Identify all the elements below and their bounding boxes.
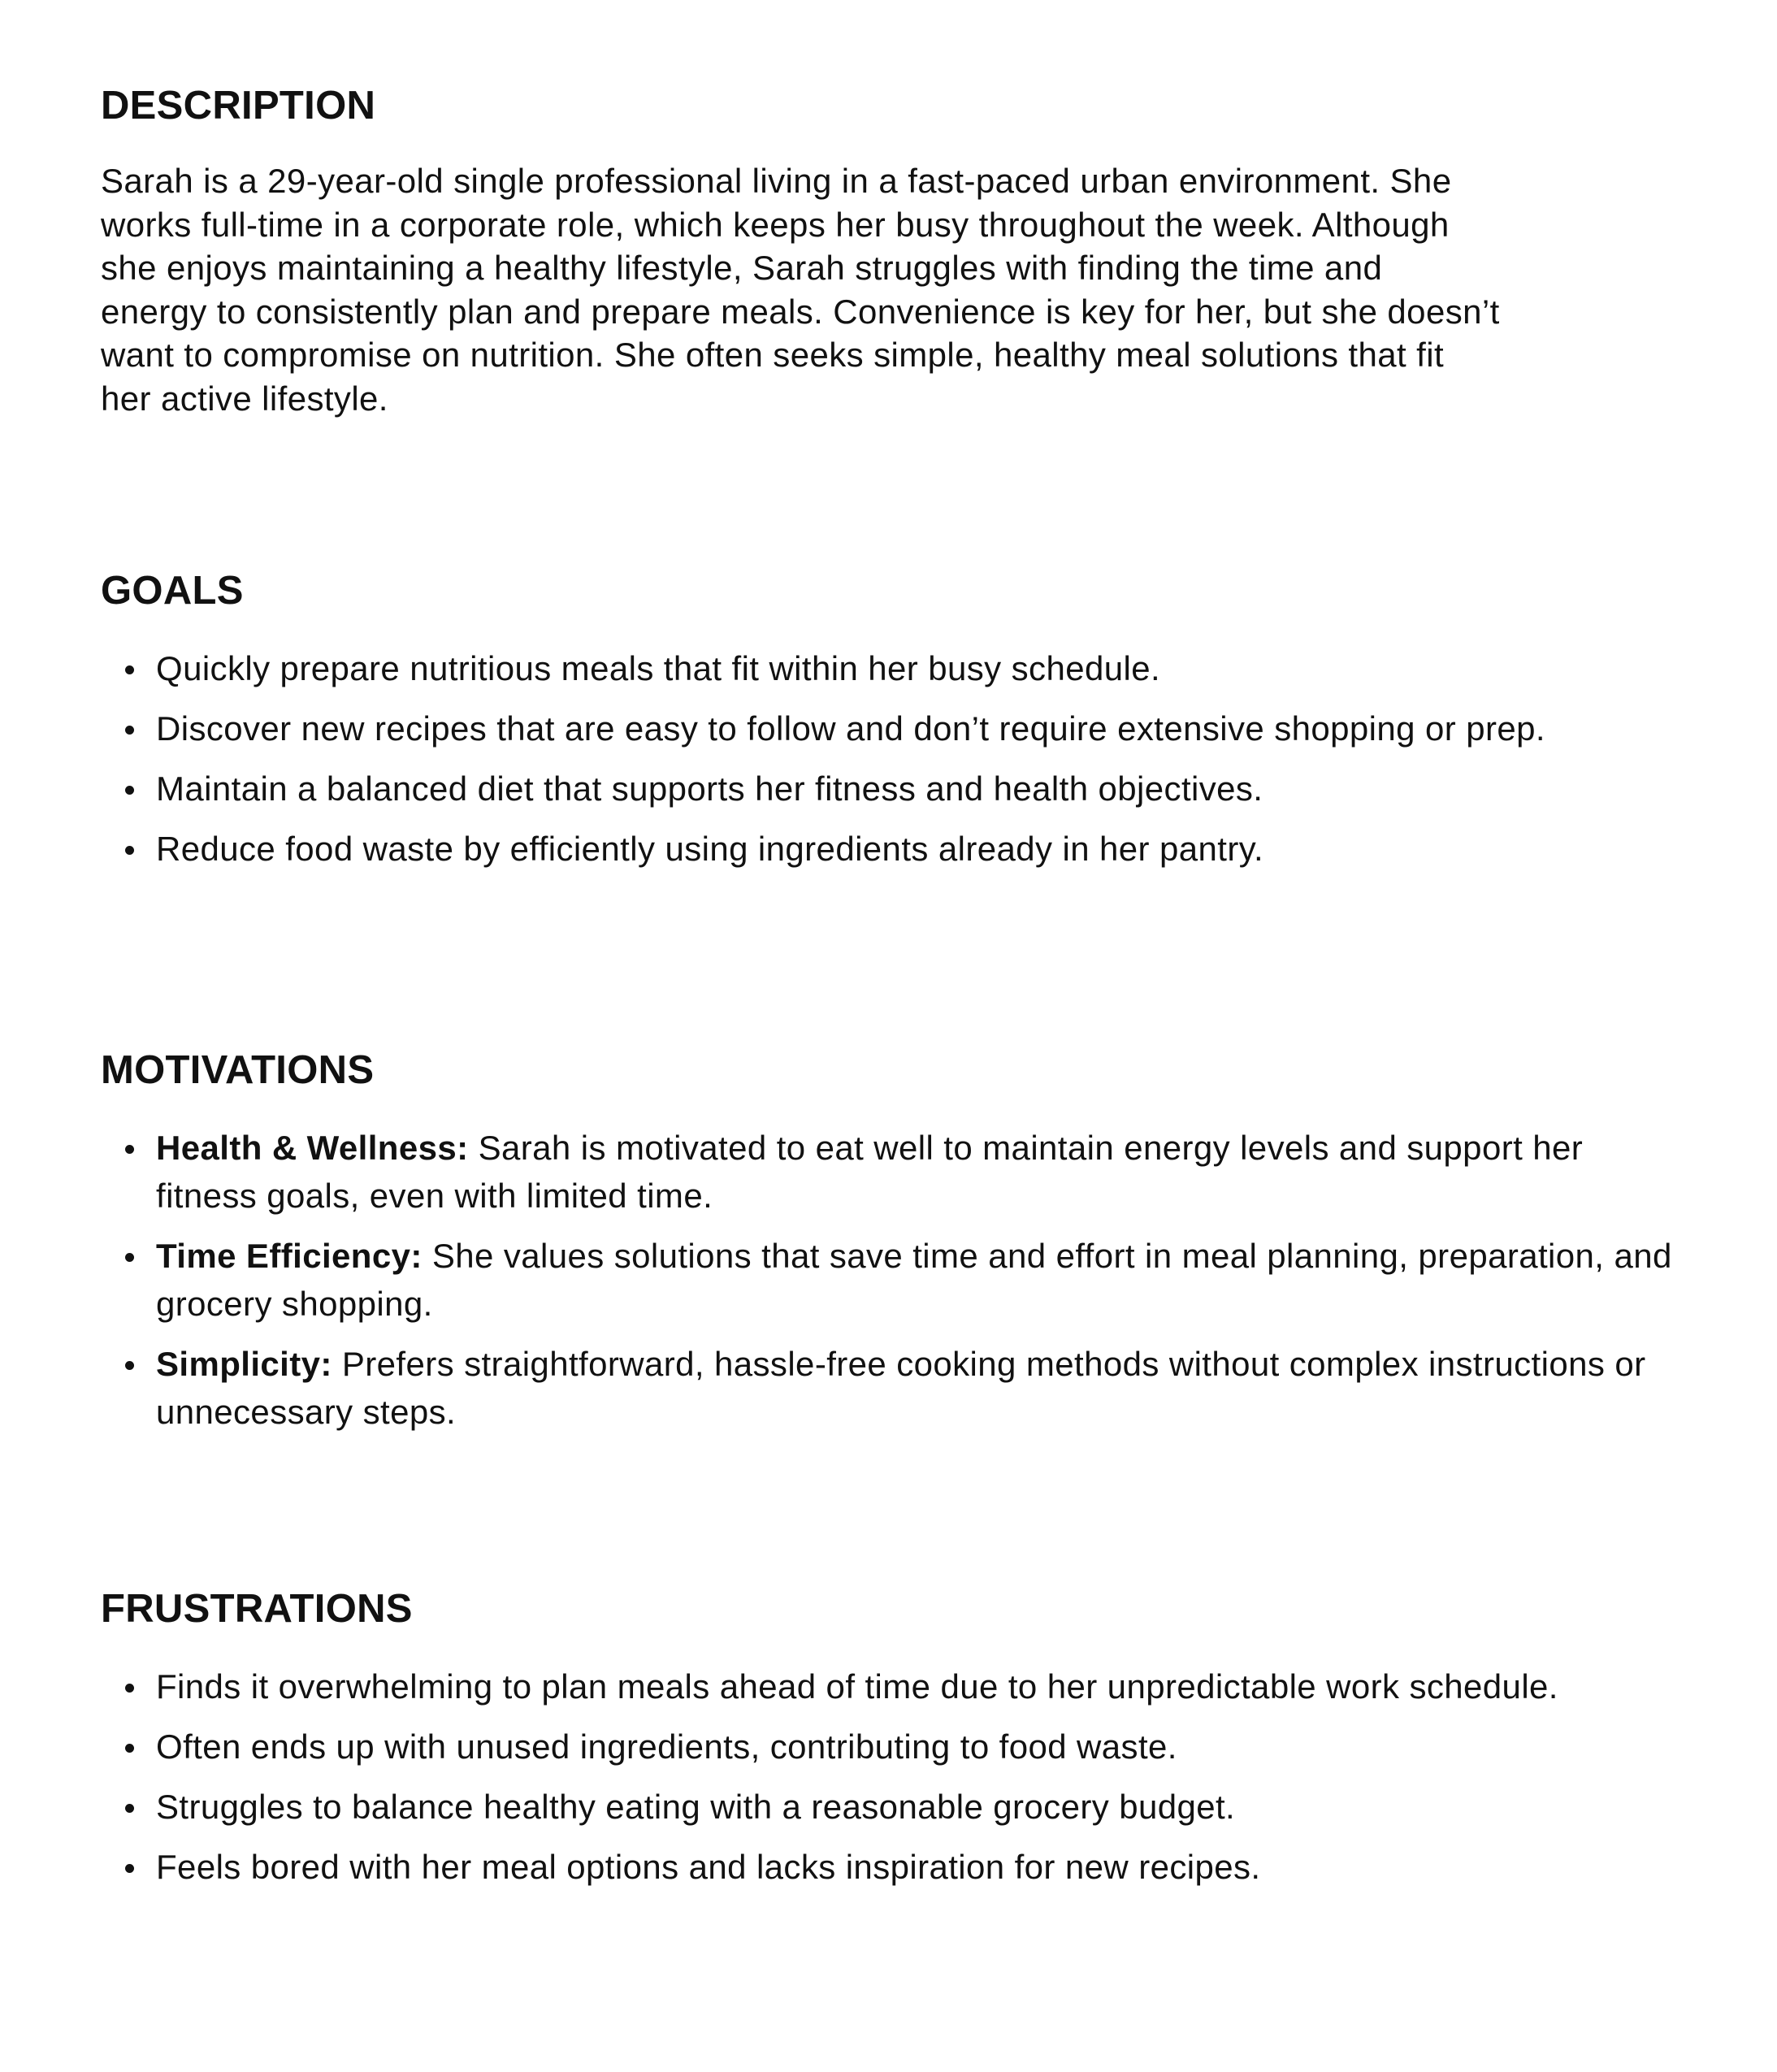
- bullet-icon: [125, 1864, 134, 1873]
- item-label: Health & Wellness:: [156, 1129, 469, 1167]
- bullet-icon: [125, 786, 134, 795]
- list-item: [101, 825, 1693, 873]
- list-item: [101, 704, 1693, 752]
- description-line: want to compromise on nutrition. She often seeks simple, healthy meal solutions that fit: [101, 336, 1445, 374]
- list-item: [101, 765, 1693, 813]
- description-line: her active lifestyle.: [101, 379, 388, 418]
- motivations-section: [101, 1046, 1693, 1448]
- description-section: [101, 81, 1693, 420]
- bullet-icon: [125, 1744, 134, 1753]
- list-item: [101, 1843, 1693, 1891]
- frustrations-heading: FRUSTRATIONS: [101, 1587, 413, 1631]
- bullet-icon: [125, 1361, 134, 1370]
- description-text: [101, 159, 1693, 420]
- motivations-heading: MOTIVATIONS: [101, 1048, 375, 1092]
- list-item: [101, 1723, 1693, 1771]
- bullet-icon: [125, 1684, 134, 1693]
- motivations-list: [101, 1124, 1693, 1436]
- item-text: Quickly prepare nutritious meals that fit within her busy schedule.: [156, 649, 1161, 687]
- description-line: works full-time in a corporate role, which keeps her busy throughout the week. Although: [101, 205, 1450, 244]
- description-line: Sarah is a 29-year-old single professional living in a fast-paced urban environment. She: [101, 162, 1452, 200]
- goals-list: [101, 644, 1693, 873]
- description-line: she enjoys maintaining a healthy lifestyle, Sarah struggles with finding the time and: [101, 249, 1383, 287]
- item-label: Time Efficiency:: [156, 1237, 423, 1275]
- description-line: energy to consistently plan and prepare meals. Convenience is key for her, but she doesn’t: [101, 292, 1500, 331]
- list-item: [101, 1662, 1693, 1710]
- list-item: [101, 1340, 1693, 1436]
- frustrations-section: [101, 1584, 1693, 1903]
- list-item: [101, 644, 1693, 692]
- item-text: Discover new recipes that are easy to follow and don’t require extensive shopping or prep.: [156, 709, 1545, 748]
- item-label: Simplicity:: [156, 1345, 332, 1383]
- goals-heading: GOALS: [101, 569, 244, 613]
- list-item: [101, 1232, 1693, 1328]
- item-text: She values solutions that save time and effort in meal planning, preparation, and grocery shopping.: [156, 1237, 1672, 1323]
- description-heading: DESCRIPTION: [101, 84, 376, 128]
- bullet-icon: [125, 1145, 134, 1154]
- list-item: [101, 1124, 1693, 1220]
- bullet-icon: [125, 846, 134, 855]
- bullet-icon: [125, 665, 134, 674]
- list-item: [101, 1783, 1693, 1831]
- item-text: Often ends up with unused ingredients, contributing to food waste.: [156, 1727, 1177, 1766]
- bullet-icon: [125, 726, 134, 735]
- item-text: Struggles to balance healthy eating with a reasonable grocery budget.: [156, 1788, 1236, 1826]
- bullet-icon: [125, 1253, 134, 1262]
- item-text: Reduce food waste by efficiently using ingredients already in her pantry.: [156, 830, 1264, 868]
- bullet-icon: [125, 1804, 134, 1813]
- item-text: Prefers straightforward, hassle-free cooking methods without complex instructions or unnecessary steps.: [156, 1345, 1646, 1431]
- frustrations-list: [101, 1662, 1693, 1891]
- item-text: Maintain a balanced diet that supports her fitness and health objectives.: [156, 769, 1263, 808]
- goals-section: [101, 566, 1693, 885]
- item-text: Feels bored with her meal options and lacks inspiration for new recipes.: [156, 1848, 1261, 1886]
- item-text: Finds it overwhelming to plan meals ahead of time due to her unpredictable work schedule.: [156, 1667, 1558, 1706]
- item-text: Sarah is motivated to eat well to maintain energy levels and support her fitness goals, even with limited time.: [156, 1129, 1584, 1215]
